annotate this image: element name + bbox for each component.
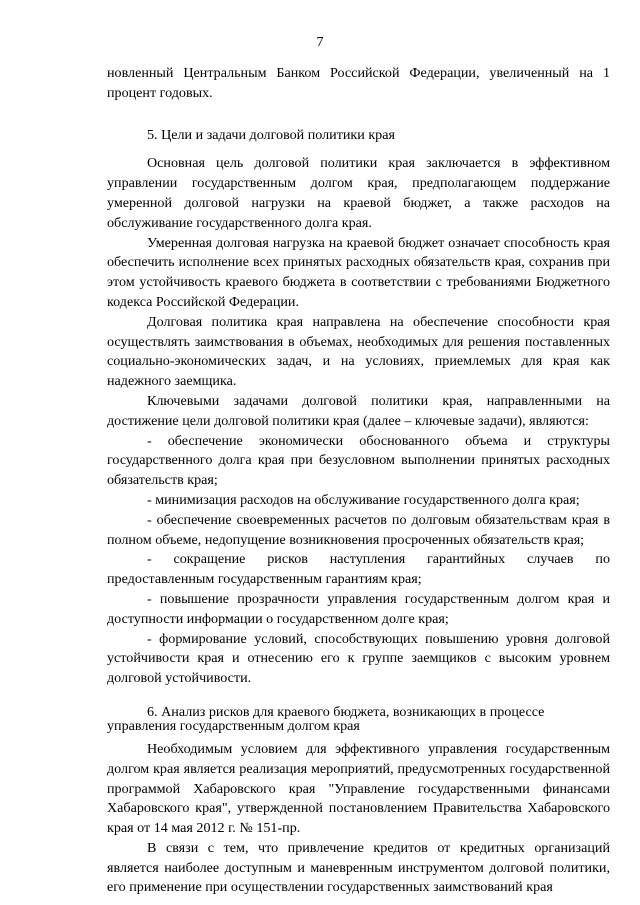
section-5-paragraph-3: Долговая политика края направлена на обеспечение способности края осуществлять заимствования в объемах, необходимых для решения поставленных социально-экономических задач, и на условиях, приемлемых для края как надежного заемщика. <box>107 313 610 390</box>
task-list-item: - формирование условий, способствующих повышению уровня долговой устойчивости края и отнесению его к группе заемщиков с высоким уровнем долговой устойчивости. <box>107 630 610 687</box>
section-5-paragraph-2: Умеренная долговая нагрузка на краевой бюджет означает способность края обеспечить исполнение всех принятых расходных обязательств края, сохранив при этом устойчивость краевого бюджета в соответствии с требованиями Бюджетного кодекса Российской Федерации. <box>107 234 610 310</box>
task-list-item: - повышение прозрачности управления государственным долгом края и доступности информации о государственном долге края; <box>107 590 610 627</box>
page-body <box>107 64 610 898</box>
task-list-item: - сокращение рисков наступления гарантийных случаев по предоставленным государственным гарантиям края; <box>107 551 610 588</box>
section-6-paragraph-2: В связи с тем, что привлечение кредитов от кредитных организаций является наиболее доступным и маневренным инструментом долговой политики, его применение при осуществлении государственных заимствований края <box>107 839 610 896</box>
section-5-heading: 5. Цели и задачи долговой политики края <box>147 126 395 143</box>
page-number: 7 <box>316 35 324 50</box>
section-6-paragraph-1: Необходимым условием для эффективного управления государственным долгом края является реализация мероприятий, предусмотренных государственной программой Хабаровского края "Управление государственными финансами Хабаровского края", утвержденной постановлением Правительства Хабаровского края от 14 мая 2012 г. № 151-пр. <box>107 740 610 837</box>
task-list-item: - минимизация расходов на обслуживание государственного долга края; <box>147 491 580 508</box>
intro-paragraph: новленный Центральным Банком Российской Федерации, увеличенный на 1 процент годовых. <box>107 65 610 101</box>
section-5-paragraph-1: Основная цель долговой политики края заключается в эффективном управлении государственным долгом края, предполагающем поддержание умеренной долговой нагрузки на краевой бюджет, а также расходов на обслуживание государственного долга края. <box>107 155 610 231</box>
section-5-paragraph-4: Ключевыми задачами долговой политики края, направленными на достижение цели долговой политики края (далее – ключевые задачи), являются: <box>107 392 610 429</box>
task-list-item: - обеспечение своевременных расчетов по долговым обязательствам края в полном объеме, недопущение возникновения просроченных обязательств края; <box>107 511 610 548</box>
task-list-item: - обеспечение экономически обоснованного объема и структуры государственного долга края при безусловном выполнении принятых расходных обязательств края; <box>107 432 610 489</box>
section-6-heading: 6. Анализ рисков для краевого бюджета, возникающих в процессе управления государственным долгом края <box>107 703 545 734</box>
